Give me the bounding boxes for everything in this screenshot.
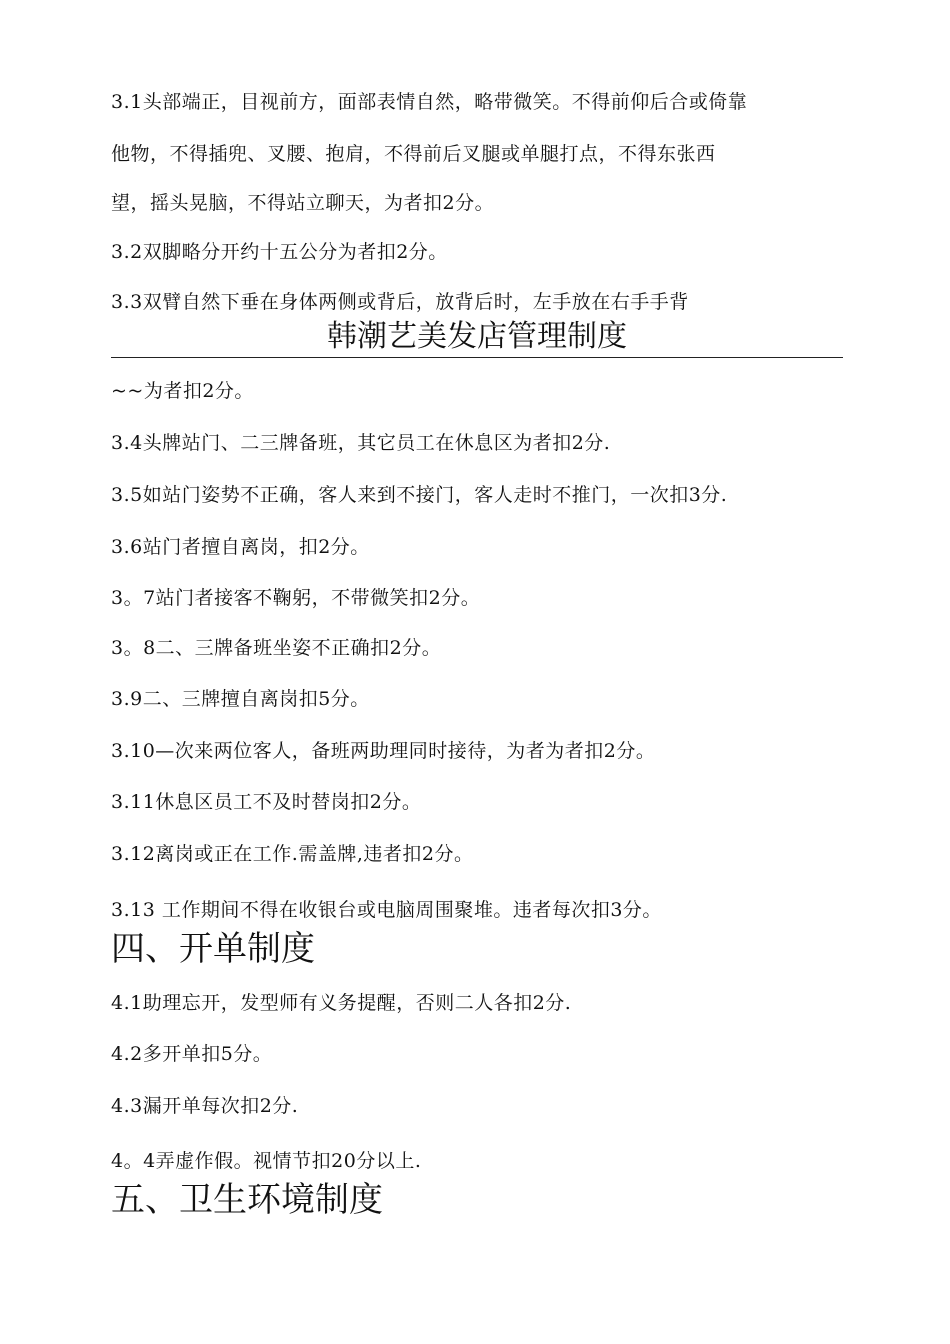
rule-3-8: 3。8二、三牌备班坐姿不正确扣2分。 <box>111 637 442 659</box>
rule-3-6: 3.6站门者擅自离岗，扣2分。 <box>111 536 370 558</box>
rule-3-3-line-2: ~~为者扣2分。 <box>111 380 254 402</box>
rule-3-5: 3.5如站门姿势不正确，客人来到不接门，客人走时不推门，一次扣3分. <box>111 484 728 506</box>
rule-3-12: 3.12离岗或正在工作.需盖牌,违者扣2分。 <box>111 843 474 865</box>
rule-3-1-line-2: 他物，不得插兜、叉腰、抱肩，不得前后叉腿或单腿打点，不得东张西 <box>111 143 716 165</box>
rule-3-11: 3.11休息区员工不及时替岗扣2分。 <box>111 791 422 813</box>
rule-3-2: 3.2双脚略分开约十五公分为者扣2分。 <box>111 241 448 263</box>
section-heading-4: 四、开单制度 <box>111 929 315 969</box>
rule-4-4: 4。4弄虚作假。视情节扣20分以上. <box>111 1150 422 1172</box>
rule-3-13: 3.13 工作期间不得在收银台或电脑周围聚堆。违者每次扣3分。 <box>111 899 662 921</box>
rule-3-3-line-1: 3.3双臂自然下垂在身体两侧或背后，放背后时，左手放在右手手背 <box>111 291 689 313</box>
rule-3-4: 3.4头牌站门、二三牌备班，其它员工在休息区为者扣2分. <box>111 432 611 454</box>
header-divider <box>111 357 843 358</box>
rule-4-3: 4.3漏开单每次扣2分. <box>111 1095 299 1117</box>
page-header-title: 韩潮艺美发店管理制度 <box>327 319 627 354</box>
rule-3-1-line-3: 望，摇头晃脑，不得站立聊天，为者扣2分。 <box>111 192 495 214</box>
rule-3-10: 3.10—次来两位客人，备班两助理同时接待，为者为者扣2分。 <box>111 740 656 762</box>
rule-3-9: 3.9二、三牌擅自离岗扣5分。 <box>111 688 370 710</box>
rule-4-1: 4.1助理忘开，发型师有义务提醒，否则二人各扣2分. <box>111 992 572 1014</box>
section-heading-5: 五、卫生环境制度 <box>111 1180 383 1220</box>
rule-3-7: 3。7站门者接客不鞠躬，不带微笑扣2分。 <box>111 587 481 609</box>
rule-4-2: 4.2多开单扣5分。 <box>111 1043 273 1065</box>
rule-3-1-line-1: 3.1头部端正，目视前方，面部表情自然，略带微笑。不得前仰后合或倚靠 <box>111 91 748 113</box>
